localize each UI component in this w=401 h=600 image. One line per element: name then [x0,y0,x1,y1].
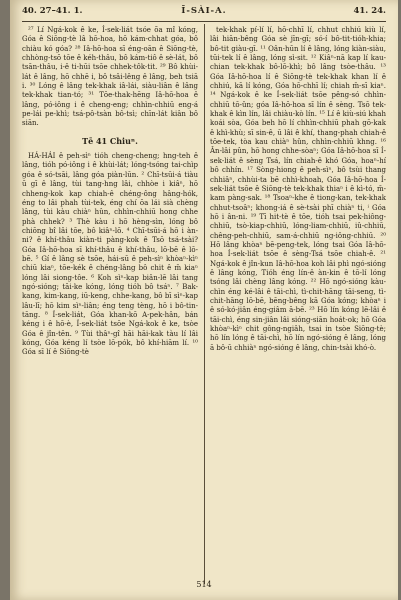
chapter-heading: Tē 41 Chiuⁿ. [82,135,138,146]
book-page [10,0,398,600]
column-divider [204,24,205,584]
verse-paragraph: tek-khak pí-lí lí, hō-chhī lí, chhut chhiú kiù lí, lâi hiān-bêng Góa sè jīn-gī; só-í bô-tit-tióh-khia; bô-tit giàu-gī. ¹¹ Oân-hūn lí ê lâng, lóng kiàn-siàu, tūi-tek lí ê lâng, lóng sì-sit. ¹² Kiâⁿ-nā kap lí kau-chian tek-khak bô-lō-khì; bô lâng tsòe-thâu. ¹³ Góa Iâ-hō-hoa lí ê Siōng-tè tek-khak khan lí ê chhiú, kā lí kóng, Góa hō-chhī lí; chiah m̄-sī kiaⁿ. ¹⁴ Ngá-kok ê ke Í-sek-liát tsōe pêng-só chhìn-chhiū tō-ûn; góa Iâ-hō-hoa sī lín ê sèng. Tsō tek-khak ê kìn lín, lâi chiàu-kò lín. ¹⁵ Lí ê kiù-siú khah koái sòa, Góa beh hō lí chhìn-chhiū phah gō-kak ê khì-khù; sī sin-ê, ū lâi ê khí, thang-phah chiah-ê tōe-tek, tòa kau chiàⁿ hûn, chhìn-chhiū khng. ¹⁶ Ân-lâi pûn, hō hong chhe-sòaⁿ; Góa Iâ-hō-hoa sī Í-sek-liát ê sèng Tsá, lín chiah-ê khó Góa, hoaⁿ-hí bô chhín. ¹⁷ Sòng-hiong ê peh-sìⁿ, bô tsùi thang chhiâⁿ, chhùi-ta bē chhì-khoah, Góa Iâ-hō-hoa Í-sek-liát tsōe ê Siōng-tè tek-khak thiaⁿ i ê kì-tó, m̄-kam pàng-sak. ¹⁸ Tsoaⁿ-khe ê tiong-kan, tek-khak chhut-tsoâⁿ; khong-iá ê sè-tsài phī chiàⁿ ti, ⁱ Góa hō i ân-ni. ¹⁹ Tī hit-tè ê tōe, tióh tsai pek-hiông-chhiū, tsò-kiap-chhiū, lóng-liam-chhiū, iû-chhiū, chêng-peh-chhiū, sam-á-chhiū ng-iông-chhiū. ²⁰ Hō lâng khòaⁿ bē-peng-tek, lóng tsai Góa Iâ-hō-hoa Í-sek-liát tsōe ê sèng-Tsá tsōe chiah-ê. ²¹ Ngá-kok ê jîn-kun Iâ-hō-hoa koh lâi phì ngó-sióng ê lâng kóng, Tióh éng lín-ê àn-kin ê tō-lí lóng tsóng lâi chèng lâng kóng. ²² Hō ngó-sióng kàu-chìn éng ké-lâi ê tāi-chì, tì-chit-hāng tāi-seng, tì-chit-hāng lō-bē, bēng-bêng kā Góa kóng; khòaⁿ i ê só-kó-jiân éng-giâm ā-bē. ²³ Hō lín kóng lē-lâi ê tāi-chì, éng sin-jiân lâi sióng-siān hoát-ok; hō Góa khòaⁿ-kìⁿ chit gông-ngiâh, tsai in tsòe Siōng-tè; hō lín lóng ê tāi-chì, hō lín ngó-sióng ê lâng, lóng ā bô-ū chhiàⁿ ngó-sióng ê lâng, chin-tsài khó-ò. [210,26,386,352]
chapter-body-paragraph: HÁ-HÁI ê peh-sìⁿ tióh cheng-cheng; hng-teh ê lâng, tióh pó-iông i ê khùi-lát; lóng-tsóng tai-chìp góa ê só-tsāi, lâng góa piàn-lūn. ² Chī-tsūi-á tiàu ū gī ê lâng, tùi tang-hng lâi, chhòe i kiâⁿ, hō chheng-kok kap chiah-ê chéng-ông hâng-hók, éng to lâi phah tùi-tek, éng chí ōa lái sià chèng lâng, tùi kàu chiàⁿ hûn, chhìn-chhiū hong chhe phà chhek? ³ Thè kàu i hō hèng-sìn, lóng bô chiōng bî lâi tōe, bô kiâⁿ-lō. ⁴ Chī-tsūi-á hō i àn-ni? ê khí-thâu kiàn-ti pàng-kok ê Tsō tsá-tsài? Góa Iâ-hō-hoa sī khí-thâu ê khí-thâu, lō-bē ê lō-bē. ⁵ Gí ê lâng sè tsōe, hái-sū ê peh-sìⁿ khòaⁿ-kìⁿ chiū kiaⁿ, tōe-kék ê chéng-lâng bô chit ê m̄ kiaⁿ lóng lâi siong-tôe. ⁶ Koh sìⁿ-kap biân-lē lâi tang ngó-sióng; tāi-ke kóng, lóng tióh bô tsáⁿ. ⁷ Bak-kang, kim-kang, iū-keng, chhe-kang, bô bī sìⁿ-kap lâu-lī; hō kim sìⁿ-liân; éng teng tèng, hō i bô-tin-tāng. ⁸ Í-sek-liát, Góa khan-kō A-pek-hân, bán kéng i ê hō-è, Í-sek-liát tsōe Ngá-kok ê ke, tsòe Góa ê jîn-tēn. ⁹ Tùi thâⁿ-gî hāi hāi-kak tàu lí lâi kóng, Góa kéng lí tsòe lō-pók, bô khí-hiām lí. ¹⁰ Góa sī lí ê Siōng-tè [22,152,198,357]
right-column [210,26,386,353]
running-header [22,6,386,20]
page-number: 514 [196,580,212,589]
verse-paragraph: ²⁷ Lí Ngá-kok ê ke, Í-sek-liát tsóe ŏa mî kóng, Góa ê Siōng-tè lâ hō-hoa, hō kám-chhat góa, bô chiàu kó góa? ²⁸ Iâ-hō-hoa sī éng-oān ê Siōng-tè, chhòng-tsō tōe ê kéh-thâu, bô kám-tiô ê sè-lát, bô tsān-thâu, i-ê ti-hūi tsōe chhek-tôk-tit. ²⁹ Bô khùi-lát ê lâng, hō chhē i, bô tsâi-lêng ê lâng, beh tsiā i. ³⁰ Lóng ê lâng tek-khak iâ-lái, siàu-liân ê lâng tek-khak tian-tó; ³¹ Tōe-thak-hēng Iâ-hō-hoa ê lâng, pó-iông i ê cheng-eng; chhìn-chhiū eng-á pe-lái pe-khì; tsá-pô-tsàn bô-tsì; chīn-lát kiân bô siān. [22,26,198,128]
left-column [22,26,198,358]
header-chapter-range: 40. 27–41. 1. [22,6,83,16]
header-verse-ref: 41. 24. [353,6,386,16]
header-book-title: Ī-SÀI-A. [181,6,227,16]
header-rule [22,21,386,22]
